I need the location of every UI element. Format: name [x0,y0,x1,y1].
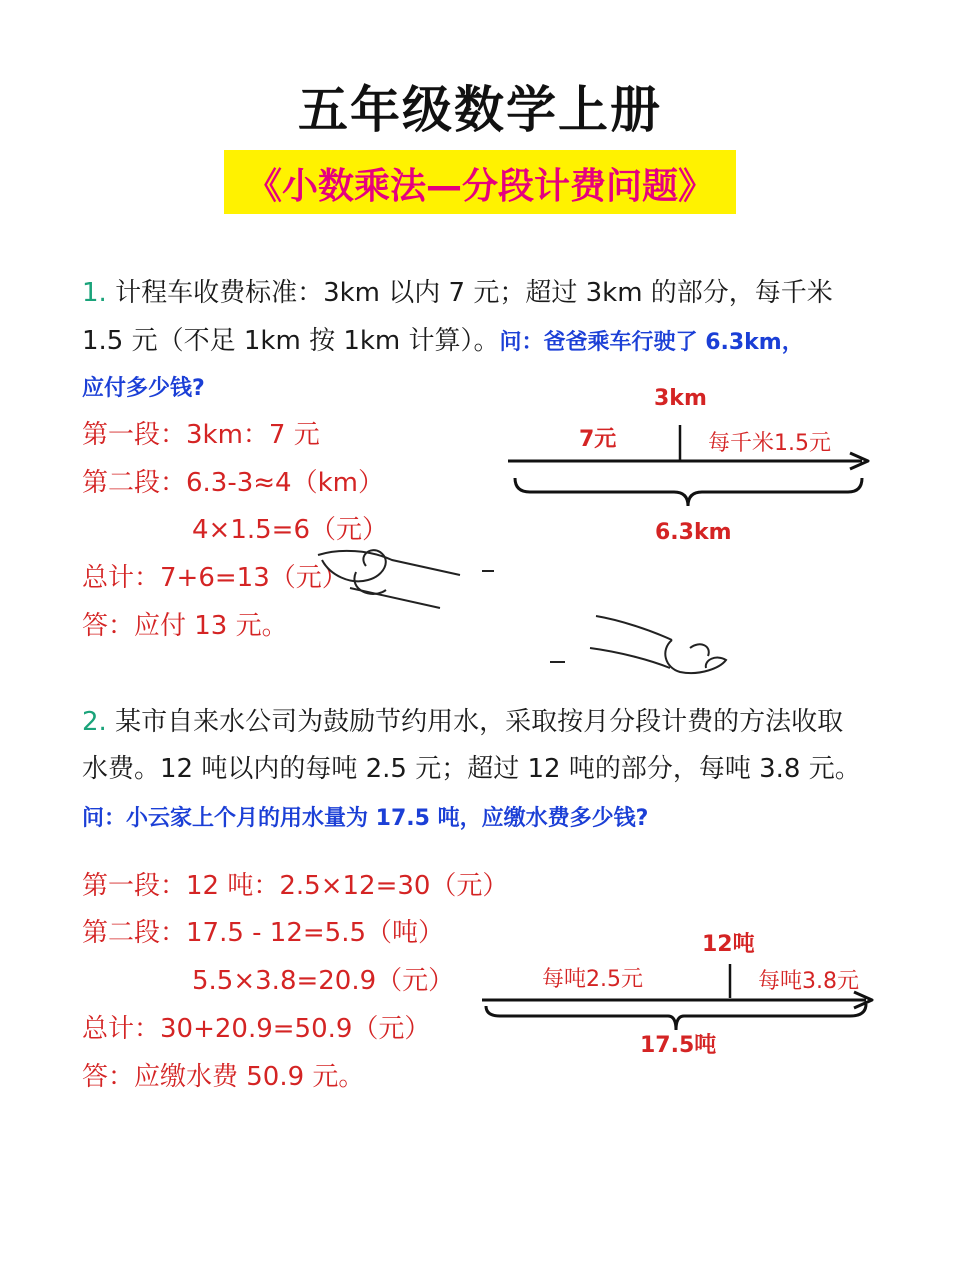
problem2-diagram-left-label: 每吨2.5元 [542,967,643,992]
problem1-diagram-right-label: 每千米1.5元 [708,431,831,456]
problem2-step-4: 总计：30+20.9=50.9（元） [82,1014,431,1044]
problem1-step-3: 4×1.5=6（元） [192,515,389,545]
problem1-step-1: 第一段：3km：7 元 [82,420,320,450]
page-title: 五年级数学上册 [298,81,662,139]
problem1-statement-1: 计程车收费标准：3km 以内 7 元；超过 3km 的部分，每千米 [115,278,833,308]
page-subtitle: 《小数乘法—分段计费问题》 [245,166,714,207]
problem2-step-1: 第一段：12 吨：2.5×12=30（元） [82,871,509,901]
problem1-step-4: 总计：7+6=13（元） [82,563,348,593]
problem2-diagram-right-label: 每吨3.8元 [758,969,859,994]
problem1-diagram-total-label: 6.3km [655,520,732,545]
problem1-step-2: 第二段：6.3-3≈4（km） [82,468,384,498]
problem2-answer: 答：应缴水费 50.9 元。 [82,1062,365,1092]
problem1-question-a: 问：爸爸乘车行驶了 6.3km， [499,330,804,355]
problem1-question-b: 应付多少钱? [82,376,205,401]
scroll-decoration-icon [318,550,726,673]
problem2-step-3: 5.5×3.8=20.9（元） [192,966,455,996]
problem2-line1 [82,705,843,739]
problem1-diagram-left-label: 7元 [579,427,617,452]
problem2-diagram-total-label: 17.5吨 [640,1033,717,1058]
problem2-number: 2. [82,707,107,737]
problem2-line2: 水费。12 吨以内的每吨 2.5 元；超过 12 吨的部分，每吨 3.8 元。 [82,754,861,784]
problem2-step-2: 第二段：17.5 - 12=5.5（吨） [82,918,445,948]
problem2-statement-1: 某市自来水公司为鼓励节约用水，采取按月分段计费的方法收取 [115,707,844,737]
problem1-number: 1. [82,278,107,308]
problem1-diagram-top-label: 3km [654,386,707,411]
problem2-question: 问：小云家上个月的用水量为 17.5 吨，应缴水费多少钱? [82,806,649,831]
problem1-answer: 答：应付 13 元。 [82,611,288,641]
problem1-statement-2: 1.5 元（不足 1km 按 1km 计算）。 [82,326,500,356]
problem2-diagram-top-label: 12吨 [702,932,755,957]
